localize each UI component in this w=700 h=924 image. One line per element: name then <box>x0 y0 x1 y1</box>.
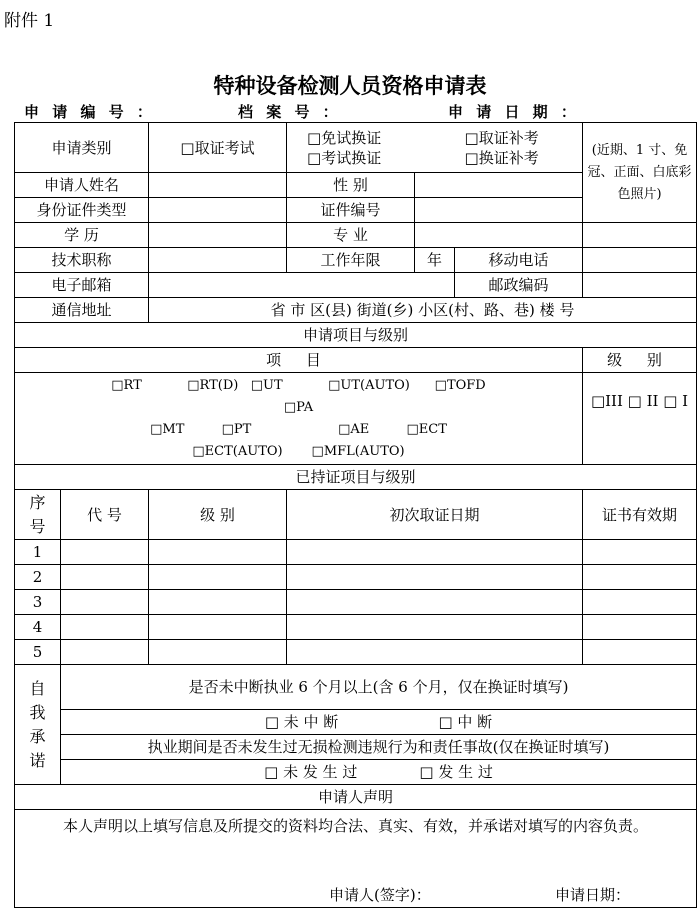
category-label: 申请类别 <box>15 123 149 173</box>
project-column-header: 项 目 <box>15 348 583 373</box>
application-form-table <box>14 122 697 908</box>
method-pa[interactable]: □PA <box>283 399 314 415</box>
option-group-renew <box>287 123 415 173</box>
pledge-question-1: 是否未中断执业 6 个月以上(含 6 个月，仅在换证时填写) <box>61 665 697 710</box>
pledge-answer-2 <box>61 760 697 785</box>
method-ect-auto[interactable]: □ECT(AUTO) <box>192 443 283 459</box>
method-ae[interactable]: □AE <box>338 421 370 437</box>
postcode-label: 邮政编码 <box>455 273 583 298</box>
method-tofd[interactable]: □TOFD <box>434 377 486 393</box>
education-label: 学 历 <box>15 223 149 248</box>
code-cell[interactable] <box>61 640 149 665</box>
table-row <box>15 540 697 565</box>
first-date-cell[interactable] <box>287 540 583 565</box>
gender-label: 性 别 <box>287 173 415 198</box>
work-years-label: 工作年限 <box>287 248 415 273</box>
validity-column-header: 证书有效期 <box>583 490 697 540</box>
technical-title-label: 技术职称 <box>15 248 149 273</box>
work-years-unit: 年 <box>415 248 455 273</box>
table-row <box>15 640 697 665</box>
first-date-column-header: 初次取证日期 <box>287 490 583 540</box>
address-label: 通信地址 <box>15 298 149 323</box>
level-cell[interactable] <box>149 615 287 640</box>
photo-bottom-cell <box>583 223 697 248</box>
major-label: 专 业 <box>287 223 415 248</box>
option-not-occurred[interactable]: □ 未 发 生 过 <box>264 763 358 781</box>
pledge-answer-1 <box>61 710 697 735</box>
validity-cell[interactable] <box>583 590 697 615</box>
option-interrupted[interactable]: □ 中 断 <box>438 713 493 731</box>
mobile-field[interactable] <box>583 248 697 273</box>
validity-cell[interactable] <box>583 540 697 565</box>
form-title: 特种设备检测人员资格申请表 <box>213 74 487 98</box>
method-options <box>15 373 583 465</box>
id-type-label: 身份证件类型 <box>15 198 149 223</box>
level-cell[interactable] <box>149 565 287 590</box>
table-row <box>15 565 697 590</box>
photo-placeholder: (近期、1 寸、免冠、正面、白底彩色照片) <box>583 123 697 223</box>
level-options[interactable]: □III □ II □ I <box>583 373 697 465</box>
postcode-field[interactable] <box>583 273 697 298</box>
education-field[interactable] <box>149 223 287 248</box>
first-date-cell[interactable] <box>287 565 583 590</box>
code-cell[interactable] <box>61 590 149 615</box>
email-label: 电子邮箱 <box>15 273 149 298</box>
pledge-question-2: 执业期间是否未发生过无损检测违规行为和责任事故(仅在换证时填写) <box>61 735 697 760</box>
validity-cell[interactable] <box>583 615 697 640</box>
code-column-header: 代 号 <box>61 490 149 540</box>
gender-field[interactable] <box>415 173 583 198</box>
option-exempt-renew[interactable]: □免试换证 <box>307 128 382 147</box>
method-ect[interactable]: □ECT <box>406 421 447 437</box>
method-ut[interactable]: □UT <box>250 377 283 393</box>
application-number-label: 申 请 编 号 ： <box>24 103 156 121</box>
level-cell[interactable] <box>149 590 287 615</box>
option-group-reissue <box>415 123 583 173</box>
name-field[interactable] <box>149 173 287 198</box>
option-reissue-renew[interactable]: □换证补考 <box>464 148 539 167</box>
row-number: 3 <box>15 590 61 615</box>
validity-cell[interactable] <box>583 565 697 590</box>
id-number-field[interactable] <box>415 198 583 223</box>
option-exam[interactable]: □取证考试 <box>149 123 287 173</box>
table-row <box>15 590 697 615</box>
table-row <box>15 615 697 640</box>
declaration-date-label[interactable]: 申请日期： <box>555 886 631 904</box>
method-mt[interactable]: □MT <box>150 421 185 437</box>
mobile-label: 移动电话 <box>455 248 583 273</box>
id-type-field[interactable] <box>149 198 287 223</box>
method-mfl-auto[interactable]: □MFL(AUTO) <box>311 443 405 459</box>
validity-cell[interactable] <box>583 640 697 665</box>
first-date-cell[interactable] <box>287 615 583 640</box>
declaration-body <box>15 810 697 908</box>
option-reissue-exam[interactable]: □取证补考 <box>464 128 539 147</box>
row-number: 1 <box>15 540 61 565</box>
id-number-label: 证件编号 <box>287 198 415 223</box>
method-rt[interactable]: □RT <box>111 377 142 393</box>
first-date-cell[interactable] <box>287 640 583 665</box>
attachment-label: 附件 1 <box>4 11 55 31</box>
level-column-header: 级 别 <box>583 348 697 373</box>
name-label: 申请人姓名 <box>15 173 149 198</box>
pledge-label: 自我承诺 <box>15 665 61 785</box>
email-field[interactable] <box>149 273 455 298</box>
address-field[interactable]: 省 市 区(县) 街道(乡) 小区(村、路、巷) 楼 号 <box>149 298 697 323</box>
method-pt[interactable]: □PT <box>221 421 252 437</box>
seq-column-header: 序号 <box>15 490 61 540</box>
technical-title-field[interactable] <box>149 248 287 273</box>
major-field[interactable] <box>415 223 583 248</box>
level-cell[interactable] <box>149 640 287 665</box>
row-number: 5 <box>15 640 61 665</box>
declaration-text: 本人声明以上填写信息及所提交的资料均合法、真实、有效，并承诺对填写的内容负责。 <box>63 817 649 835</box>
code-cell[interactable] <box>61 540 149 565</box>
option-occurred[interactable]: □ 发 生 过 <box>419 763 493 781</box>
signature-label[interactable]: 申请人(签字)： <box>329 886 431 904</box>
row-number: 2 <box>15 565 61 590</box>
method-rt-d[interactable]: □RT(D) <box>187 377 239 393</box>
application-date-label: 申 请 日 期 ： <box>448 103 580 121</box>
archive-number-label: 档 案 号 ： <box>238 103 342 121</box>
apply-section-header: 申请项目与级别 <box>15 323 697 348</box>
level-cell[interactable] <box>149 540 287 565</box>
option-exam-renew[interactable]: □考试换证 <box>307 148 382 167</box>
held-level-column-header: 级 别 <box>149 490 287 540</box>
method-ut-auto[interactable]: □UT(AUTO) <box>328 377 410 393</box>
code-cell[interactable] <box>61 615 149 640</box>
first-date-cell[interactable] <box>287 590 583 615</box>
option-not-interrupted[interactable]: □ 未 中 断 <box>264 713 339 731</box>
held-section-header: 已持证项目与级别 <box>15 465 697 490</box>
row-number: 4 <box>15 615 61 640</box>
declaration-header: 申请人声明 <box>15 785 697 810</box>
code-cell[interactable] <box>61 565 149 590</box>
